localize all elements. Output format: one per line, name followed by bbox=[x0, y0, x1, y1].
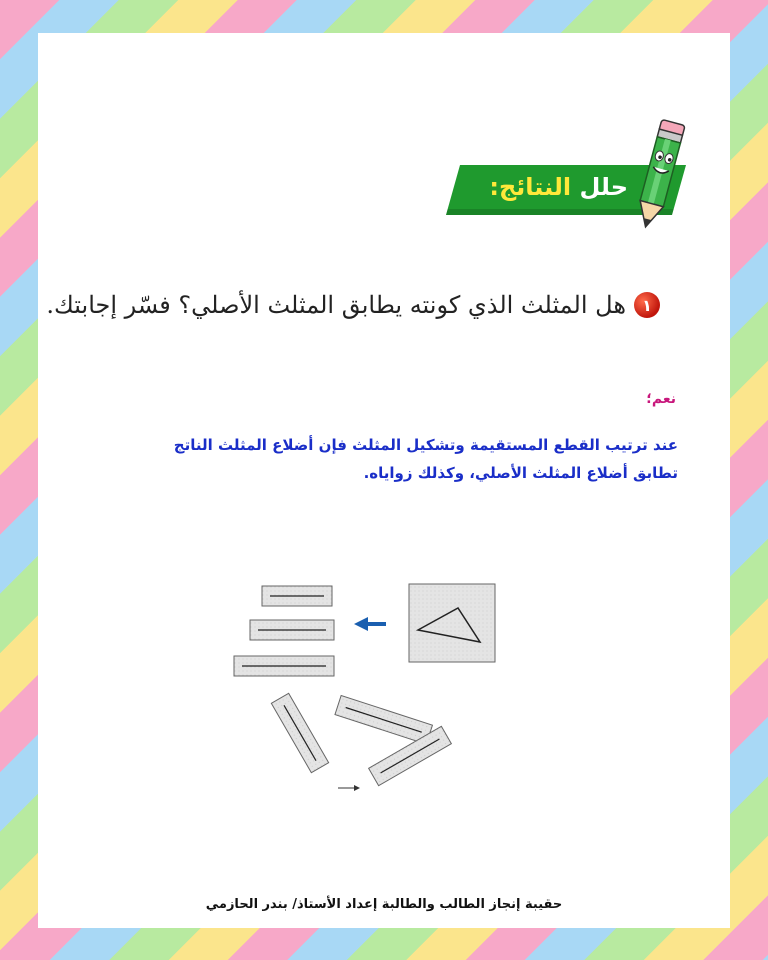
pencil-mascot-icon bbox=[626, 113, 696, 233]
segment-strip bbox=[262, 586, 332, 606]
banner-title bbox=[489, 173, 628, 201]
footer-credit: حقيبة إنجاز الطالب والطالبة إعداد الأستاذ/ بندر الحازمي bbox=[205, 897, 563, 912]
question-number-badge: ١ bbox=[634, 292, 660, 318]
answer-text: عند ترتيب القطع المستقيمة وتشكيل المثلث فإن أضلاع المثلث الناتج تطابق أضلاع المثلث الأصلي، وكذلك زواياه. bbox=[173, 436, 678, 482]
question-1 bbox=[46, 291, 660, 319]
blue-arrow-icon bbox=[354, 617, 386, 631]
segment-strip bbox=[234, 656, 334, 676]
answer-yes: نعم؛ bbox=[646, 391, 676, 407]
arranged-strip bbox=[271, 693, 328, 772]
triangle-segments-diagram bbox=[218, 578, 538, 828]
arranged-strip bbox=[335, 696, 432, 745]
banner-title-main: حلل bbox=[579, 173, 628, 201]
segment-strip bbox=[250, 620, 334, 640]
original-triangle-card bbox=[409, 584, 495, 662]
small-arrow-icon bbox=[338, 785, 360, 791]
page bbox=[38, 33, 730, 928]
question-text: هل المثلث الذي كونته يطابق المثلث الأصلي؟ فسّر إجابتك. bbox=[46, 291, 626, 319]
banner-title-highlight: النتائج: bbox=[489, 173, 572, 201]
